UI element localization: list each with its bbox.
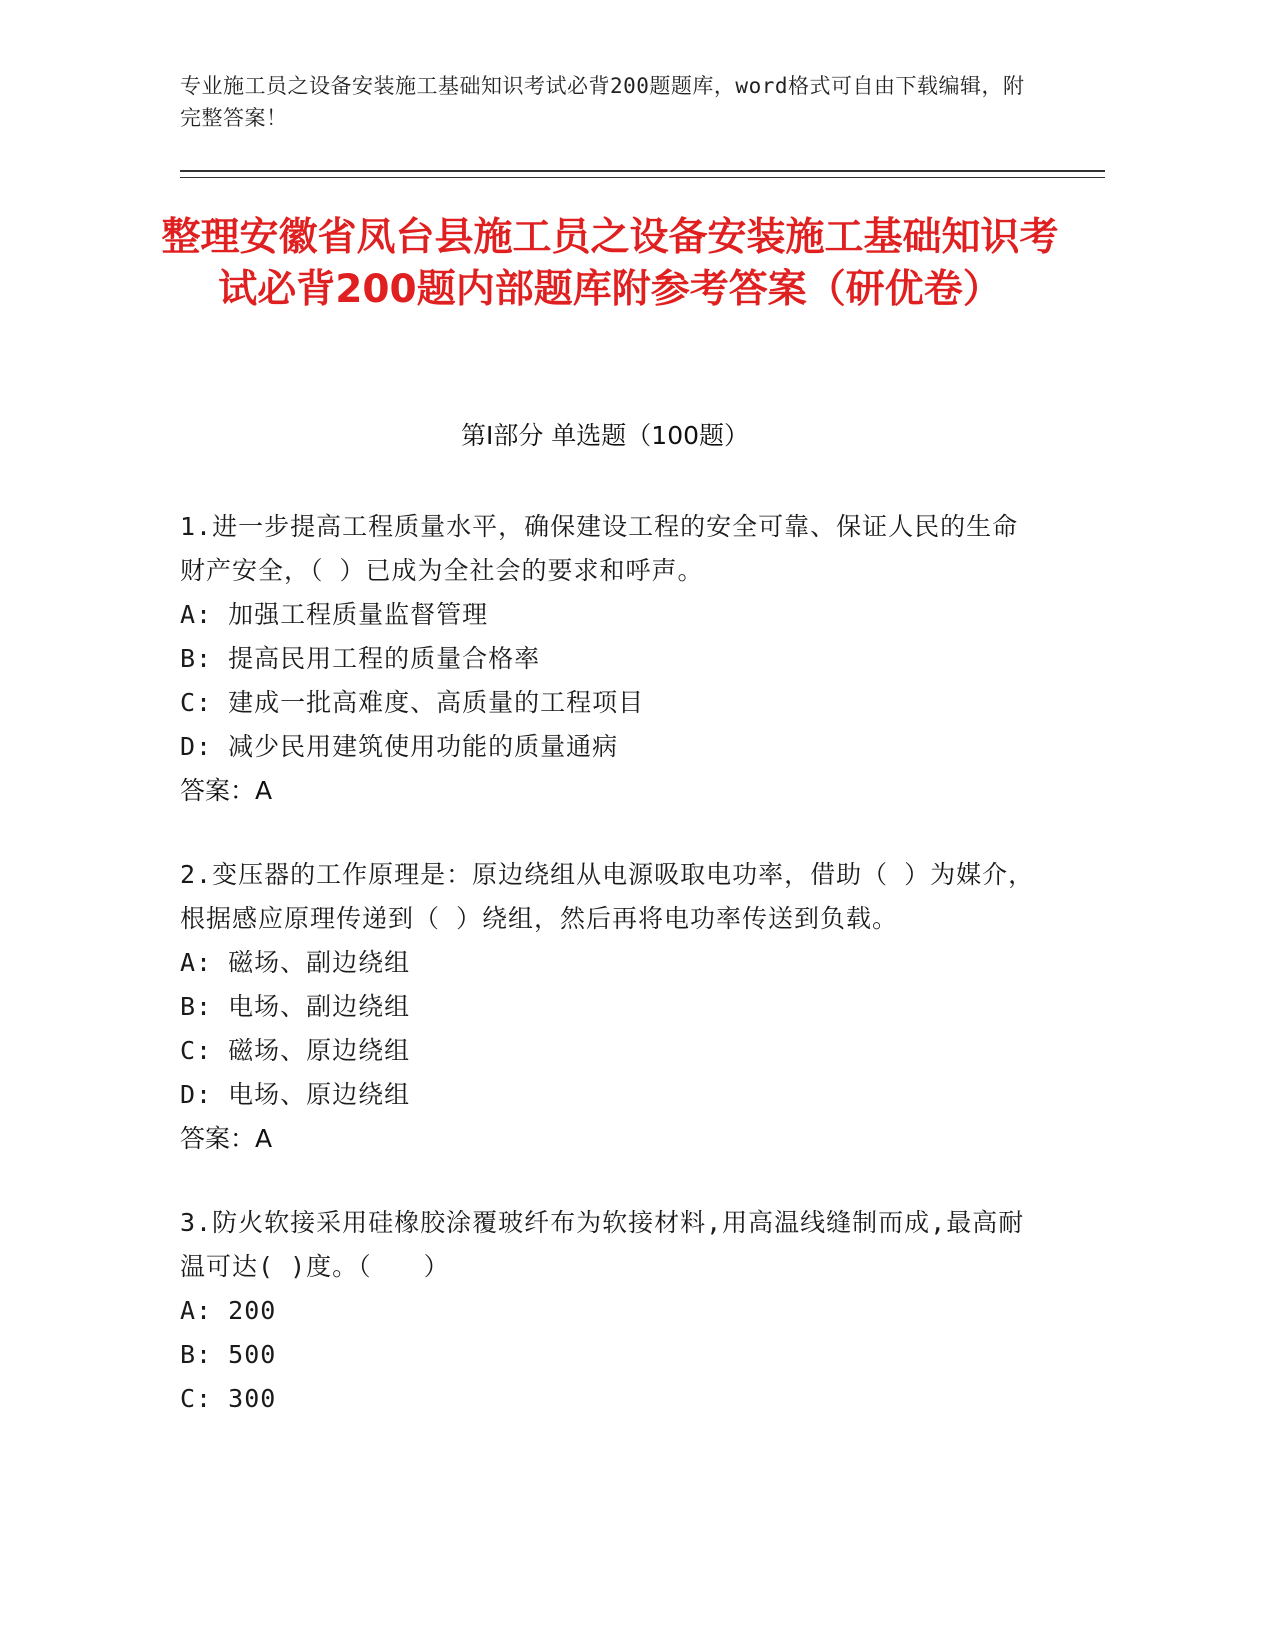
option-b: B: 提高民用工程的质量合格率 — [180, 644, 541, 673]
question-item — [180, 853, 1040, 1161]
section-heading: 第I部分 单选题（100题） — [460, 421, 750, 450]
question-stem: 3.防火软接采用硅橡胶涂覆玻纤布为软接材料,用高温线缝制而成,最高耐温可达( )度。（ ） — [180, 1208, 1025, 1281]
option-c: C: 磁场、原边绕组 — [180, 1036, 411, 1065]
option-c: C: 建成一批高难度、高质量的工程项目 — [180, 688, 645, 717]
question-stem: 2.变压器的工作原理是：原边绕组从电源吸取电功率，借助（ ）为媒介，根据感应原理传递到（ ）绕组，然后再将电功率传送到负载。 — [180, 860, 1035, 933]
question-list — [180, 505, 1040, 1461]
answer-line: 答案：A — [180, 1124, 273, 1153]
header-divider-thin — [180, 177, 1105, 178]
option-d: D: 减少民用建筑使用功能的质量通病 — [180, 732, 619, 761]
question-item — [180, 1201, 1040, 1421]
option-a: A: 磁场、副边绕组 — [180, 948, 411, 977]
question-item — [180, 505, 1040, 813]
question-stem: 1.进一步提高工程质量水平，确保建设工程的安全可靠、保证人民的生命财产安全，（ ）已成为全社会的要求和呼声。 — [180, 512, 1019, 585]
option-c: C: 300 — [180, 1384, 277, 1413]
document-title: 整理安徽省凤台县施工员之设备安装施工基础知识考试必背200题内部题库附参考答案（研优卷） — [161, 215, 1059, 312]
option-a: A: 加强工程质量监督管理 — [180, 600, 489, 629]
option-a: A: 200 — [180, 1296, 277, 1325]
answer-line: 答案：A — [180, 776, 273, 805]
option-b: B: 电场、副边绕组 — [180, 992, 411, 1021]
option-d: D: 电场、原边绕组 — [180, 1080, 411, 1109]
option-b: B: 500 — [180, 1340, 277, 1369]
header-note: 专业施工员之设备安装施工基础知识考试必背200题题库，word格式可自由下载编辑，附完整答案！ — [180, 74, 1025, 130]
header-divider-thick — [180, 170, 1105, 172]
